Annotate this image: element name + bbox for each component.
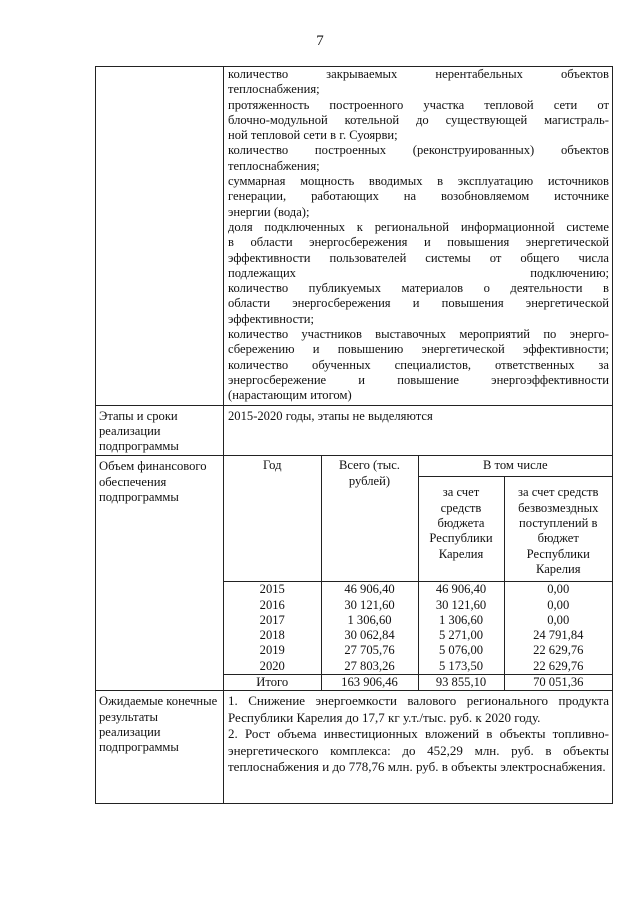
results-cell (224, 691, 613, 804)
total-row-grants: 70 051,36 (533, 674, 584, 689)
header-year: Год (224, 456, 321, 581)
table-row (224, 659, 612, 675)
indicator-line: количество участников выставочных мероприятий по энерго- (228, 327, 609, 342)
result-item: 1. Снижение энергоемкости валового регионального продукта Республики Карелия до 17,7 кг у.т./тыс. руб. к 2020 году. (228, 693, 609, 725)
page-number: 7 (316, 33, 324, 49)
total-row-budget: 93 855,10 (418, 674, 504, 690)
financing-label: Объем финансового обеспечения подпрограммы (96, 456, 224, 691)
grants-cell: 24 791,84 (533, 628, 584, 643)
financing-cell (224, 456, 613, 691)
financing-table (224, 456, 612, 690)
grants-cell: 22 629,76 (533, 658, 584, 673)
indicator-line: (нарастающим итогом) (228, 388, 352, 403)
grants-cell: 22 629,76 (533, 643, 584, 658)
header-grants: за счет средств безвозмездных поступлений в бюджет Республики Карелия (518, 485, 599, 576)
total-cell: 1 306,60 (321, 613, 418, 628)
total-row (224, 674, 612, 690)
indicator-line: количество закрываемых нерентабельных объектов (228, 67, 609, 81)
results-row (96, 691, 613, 804)
indicator-line: количество публикуемых материалов о деятельности в (228, 281, 609, 296)
budget-cell: 5 173,50 (418, 659, 504, 675)
indicator-line: теплоснабжения; (228, 158, 320, 173)
indicator-line: доля подключенных к региональной информационной системе (228, 219, 609, 234)
indicator-line: блочно-модульной котельной до существующей магистраль- (228, 112, 609, 127)
result-item: 2. Рост объема инвестиционных вложений в объекты топливно-энергетического комплекса: до 452,29 млн. руб. в объекты теплоснабжения и до 778,76 млн. руб. в объекты электроснабжения. (228, 726, 609, 775)
grants-cell: 0,00 (547, 582, 570, 597)
total-cell: 30 062,84 (321, 628, 418, 643)
total-cell: 27 705,76 (321, 643, 418, 658)
table-row (224, 598, 612, 613)
indicator-line: сбережению и повышению энергетической эффективности; (228, 342, 609, 357)
budget-cell: 46 906,40 (418, 582, 504, 598)
financing-row (96, 456, 613, 691)
total-row-label: Итого (224, 674, 321, 690)
table-row (224, 628, 612, 643)
indicator-line: эффективности пользователей системы от общего числа (228, 250, 609, 265)
indicator-line: эффективности; (228, 311, 314, 326)
header-including: В том числе (418, 456, 612, 477)
indicator-line: ной тепловой сети в г. Суоярви; (228, 128, 398, 143)
year-cell: 2020 (224, 659, 321, 675)
indicator-line: количество обученных специалистов, ответственных за (228, 357, 609, 372)
total-cell: 27 803,26 (321, 659, 418, 675)
indicator-line: в области энергосбережения и повышения энергетической (228, 235, 609, 250)
total-row-total: 163 906,46 (321, 674, 418, 690)
subprogram-passport-table (95, 66, 613, 804)
grants-cell: 0,00 (547, 597, 570, 612)
year-cell: 2016 (224, 598, 321, 613)
indicators-cell (224, 67, 613, 406)
table-row (224, 582, 612, 598)
year-cell: 2019 (224, 643, 321, 658)
indicator-line: генерации, работающих на возобновляемом источнике (228, 189, 609, 204)
results-label: Ожидаемые конечные результаты реализации подпрограммы (96, 691, 224, 804)
indicator-line: протяженность построенного участка тепловой сети от (228, 97, 609, 112)
indicator-line: подлежащих подключению; (228, 265, 609, 280)
table-row (224, 613, 612, 628)
stages-label: Этапы и сроки реализации подпрограммы (96, 405, 224, 456)
indicator-line: суммарная мощность вводимых в эксплуатацию источников (228, 174, 609, 189)
total-cell: 46 906,40 (321, 582, 418, 598)
table-row (224, 643, 612, 658)
year-cell: 2018 (224, 628, 321, 643)
stages-row (96, 405, 613, 456)
grants-cell: 0,00 (547, 612, 570, 627)
indicator-line: количество построенных (реконструированных) объектов (228, 143, 609, 158)
budget-cell: 5 271,00 (418, 628, 504, 643)
indicators-row (96, 67, 613, 406)
indicators-label-cell (96, 67, 224, 406)
indicator-line: энергосбережение и повышение энергоэффективности (228, 372, 609, 387)
budget-cell: 5 076,00 (418, 643, 504, 658)
budget-cell: 30 121,60 (418, 598, 504, 613)
indicator-line: области энергосбережения и повышения энергетической (228, 296, 609, 311)
header-budget: за счет средств бюджета Республики Карелия (418, 477, 504, 582)
budget-cell: 1 306,60 (418, 613, 504, 628)
year-cell: 2017 (224, 613, 321, 628)
total-cell: 30 121,60 (321, 598, 418, 613)
year-cell: 2015 (224, 582, 321, 598)
indicator-line: теплоснабжения; (228, 82, 320, 97)
header-total: Всего (тыс. рублей) (321, 456, 418, 581)
indicator-line: энергии (вода); (228, 204, 310, 219)
stages-value: 2015-2020 годы, этапы не выделяются (224, 405, 613, 456)
